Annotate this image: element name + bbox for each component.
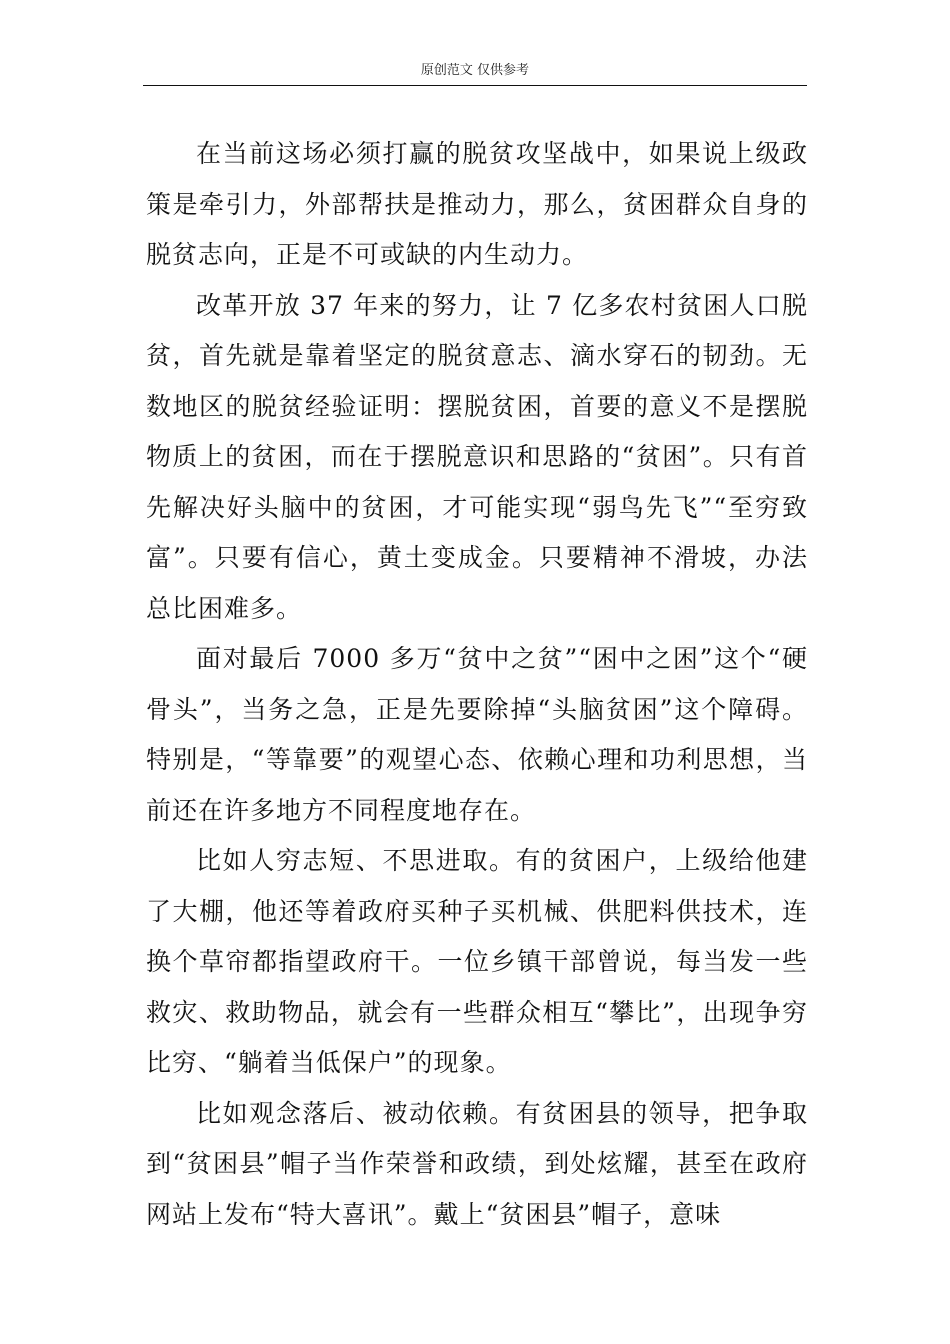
paragraph-1: 在当前这场必须打赢的脱贫攻坚战中，如果说上级政策是牵引力，外部帮扶是推动力，那么，贫困群众自身的脱贫志向，正是不可或缺的内生动力。 (146, 139, 808, 269)
document-body (146, 129, 808, 1240)
paragraph-2: 改革开放 37 年来的努力，让 7 亿多农村贫困人口脱贫，首先就是靠着坚定的脱贫意志、滴水穿石的韧劲。无数地区的脱贫经验证明：摆脱贫困，首要的意义不是摆脱物质上的贫困，而在于摆脱意识和思路的“贫困”。只有首先解决好头脑中的贫困，才可能实现“弱鸟先飞”“至穷致富”。只要有信心，黄土变成金。只要精神不滑坡，办法总比困难多。 (146, 290, 808, 623)
paragraph-3: 面对最后 7000 多万“贫中之贫”“困中之困”这个“硬骨头”，当务之急，正是先要除掉“头脑贫困”这个障碍。特别是，“等靠要”的观望心态、依赖心理和功利思想，当前还在许多地方不同程度地存在。 (146, 644, 808, 825)
paragraph-4: 比如人穷志短、不思进取。有的贫困户，上级给他建了大棚，他还等着政府买种子买机械、供肥料供技术，连换个草帘都指望政府干。一位乡镇干部曾说，每当发一些救灾、救助物品，就会有一些群众相互“攀比”，出现争穷比穷、“躺着当低保户”的现象。 (146, 846, 808, 1077)
header-divider (143, 85, 807, 86)
page-header: 原创范文 仅供参考 (420, 63, 530, 78)
paragraph-5: 比如观念落后、被动依赖。有贫困县的领导，把争取到“贫困县”帽子当作荣誉和政绩，到处炫耀，甚至在政府网站上发布“特大喜讯”。戴上“贫困县”帽子，意味 (146, 1098, 808, 1229)
